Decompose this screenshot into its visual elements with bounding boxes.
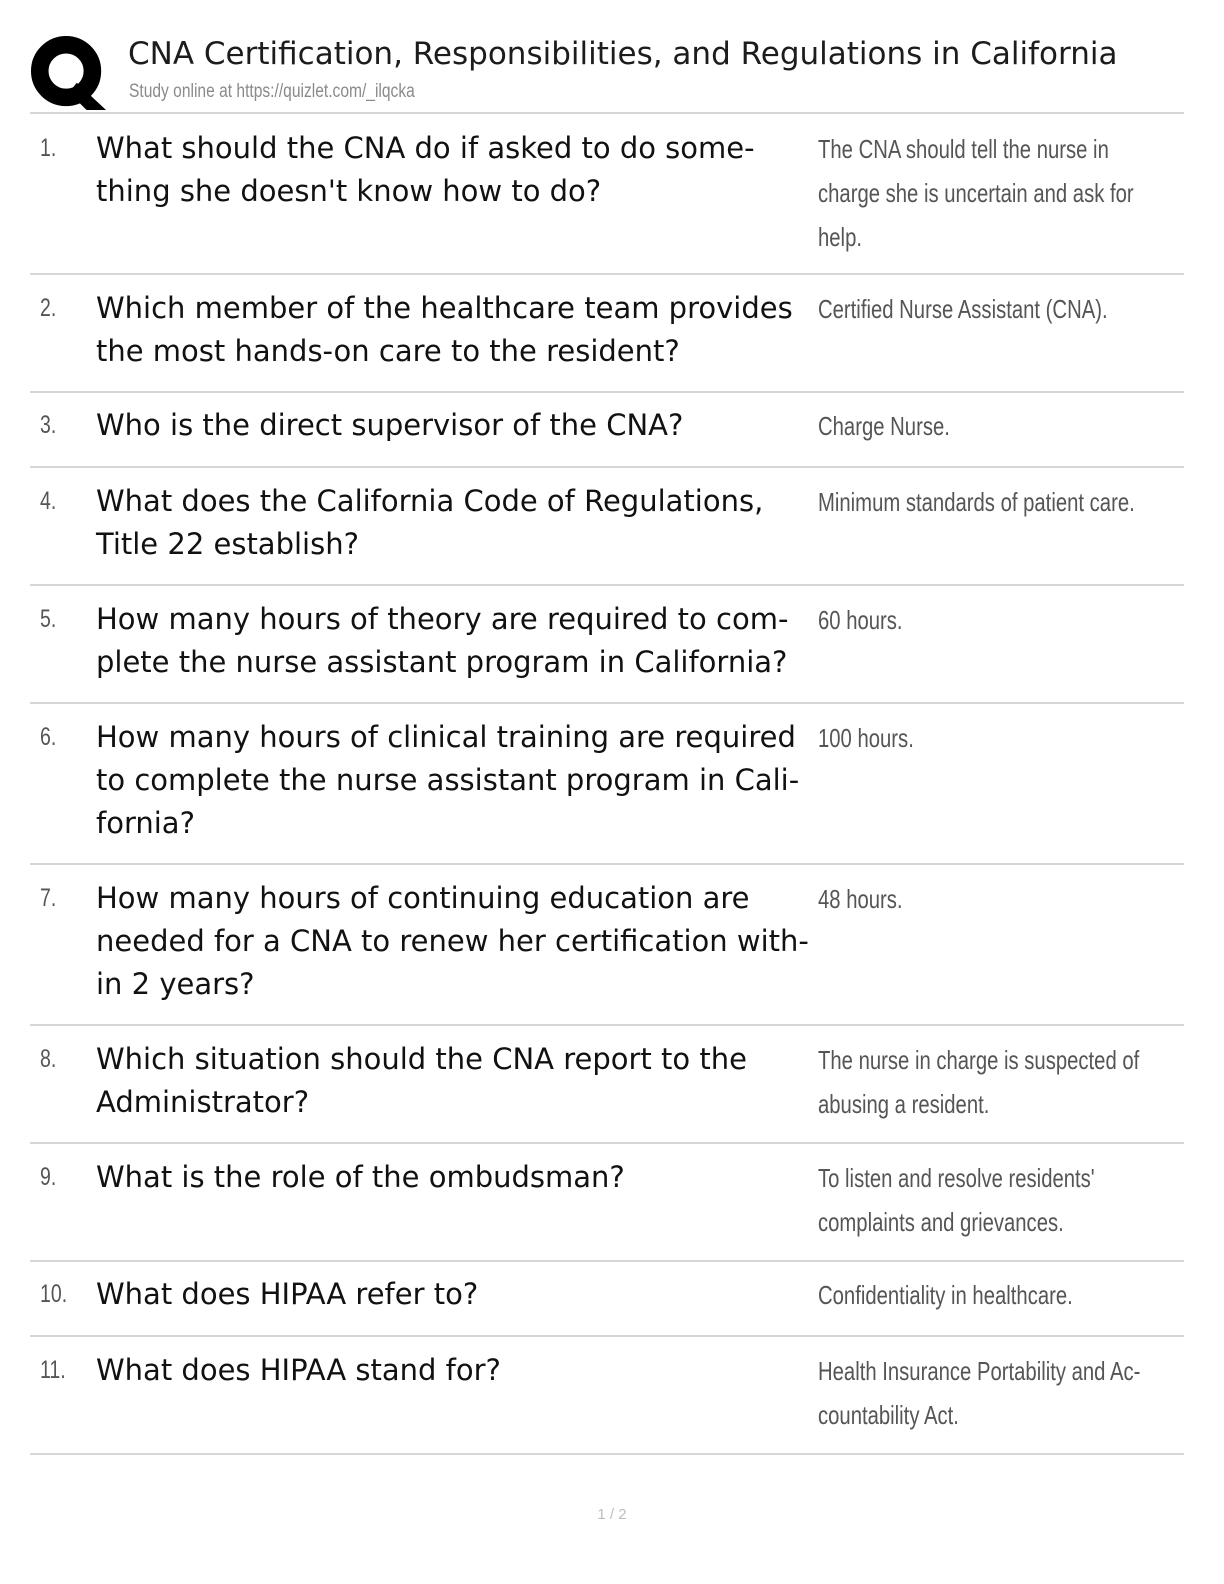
card-number: 4. <box>40 487 57 515</box>
card-number: 9. <box>40 1163 57 1191</box>
card-definition: To listen and resolve residents' complaints and grievances. <box>818 1163 1095 1237</box>
card-number: 2. <box>40 294 57 322</box>
card-definition: Minimum standards of patient care. <box>818 487 1135 517</box>
card-term: What does HIPAA stand for? <box>96 1353 501 1387</box>
flashcard-row <box>30 1262 1184 1337</box>
card-term: Who is the direct supervisor of the CNA? <box>96 408 684 442</box>
card-term: What does HIPAA refer to? <box>96 1277 479 1311</box>
card-term: What does the California Code of Regulations, Title 22 establish? <box>96 484 764 561</box>
card-number: 6. <box>40 723 57 751</box>
card-number: 8. <box>40 1045 57 1073</box>
card-definition: Certified Nurse Assistant (CNA). <box>818 294 1108 324</box>
card-term: How many hours of clinical training are required to complete the nurse assistant program in Cali-fornia? <box>96 720 800 840</box>
card-term: What should the CNA do if asked to do some-thing she doesn't know how to do? <box>96 131 755 208</box>
card-number: 7. <box>40 884 57 912</box>
card-definition: The nurse in charge is suspected of abusing a resident. <box>818 1045 1140 1119</box>
card-term: How many hours of continuing education are needed for a CNA to renew her certification with-in 2 years? <box>96 881 809 1001</box>
flashcard-row <box>30 1337 1184 1455</box>
card-definition: 100 hours. <box>818 723 914 753</box>
flashcard-row <box>30 865 1184 1026</box>
card-definition: Health Insurance Portability and Ac-countability Act. <box>818 1356 1141 1430</box>
card-definition: 60 hours. <box>818 605 903 635</box>
card-definition: Confidentiality in healthcare. <box>818 1280 1073 1310</box>
card-number: 3. <box>40 411 57 439</box>
page-number: 1 / 2 <box>597 1506 627 1523</box>
flashcard-row <box>30 468 1184 586</box>
quizlet-q-logo-icon <box>30 34 108 112</box>
study-online-link[interactable]: Study online at https://quizlet.com/_ilqcka <box>129 81 415 102</box>
card-term: Which situation should the CNA report to the Administrator? <box>96 1042 747 1119</box>
flashcard-row <box>30 586 1184 704</box>
flashcard-row <box>30 114 1184 275</box>
card-term: How many hours of theory are required to com-plete the nurse assistant program in California? <box>96 602 789 679</box>
page-header <box>30 28 1184 114</box>
card-number: 11. <box>40 1356 66 1384</box>
card-number: 5. <box>40 605 57 633</box>
card-definition: The CNA should tell the nurse in charge she is uncertain and ask for help. <box>818 134 1134 252</box>
card-definition: 48 hours. <box>818 884 903 914</box>
flashcard-row <box>30 1144 1184 1262</box>
flashcard-row <box>30 393 1184 468</box>
card-term: What is the role of the ombudsman? <box>96 1160 625 1194</box>
flashcard-row <box>30 275 1184 393</box>
card-number: 10. <box>40 1280 68 1308</box>
card-definition: Charge Nurse. <box>818 411 950 441</box>
page-title: CNA Certification, Responsibilities, and Regulations in California <box>128 36 1118 72</box>
flashcard-row <box>30 1026 1184 1144</box>
card-term: Which member of the healthcare team provides the most hands-on care to the resident? <box>96 291 793 368</box>
card-number: 1. <box>40 134 57 162</box>
flashcard-row <box>30 704 1184 865</box>
flashcard-list <box>30 114 1184 1455</box>
